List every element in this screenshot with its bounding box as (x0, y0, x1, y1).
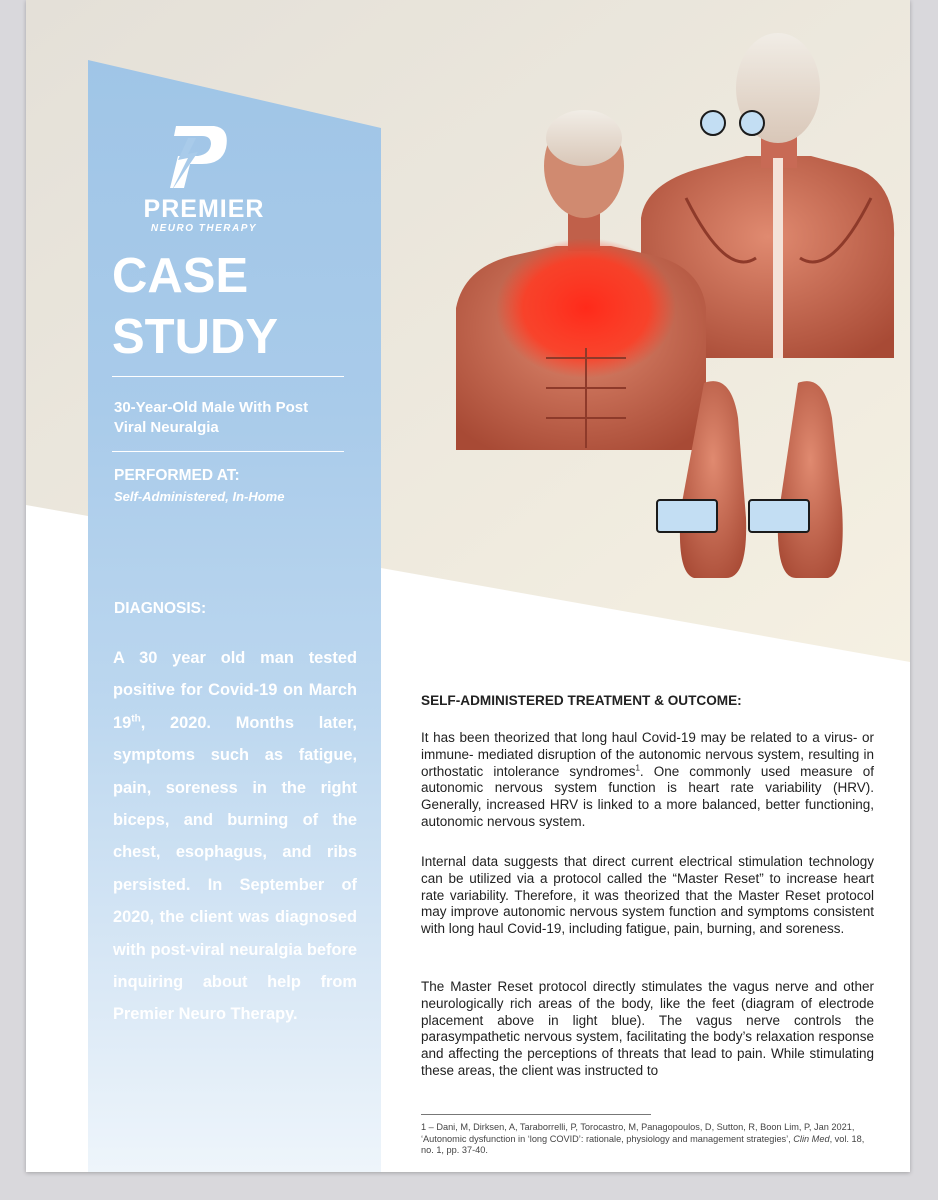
title-line-study: STUDY (112, 310, 279, 364)
brand-name: PREMIER (143, 195, 265, 223)
neck-electrode-left (700, 110, 726, 136)
foot-electrode-right (748, 499, 810, 533)
diagnosis-heading: DIAGNOSIS: (114, 600, 207, 617)
diagnosis-text: A 30 year old man tested positive for Covid-19 on March 19th, 2020. Months later, symptoms such as fatigue, pain, soreness in the right biceps, and burning of the chest, esophagus, and ribs persisted. In September of 2020, the client was diagnosed with post-viral neuralgia before inquiring about help from Premier Neuro Therapy. (113, 649, 357, 1024)
premier-logo-icon (154, 118, 234, 198)
treatment-paragraph-1: It has been theorized that long haul Covid-19 may be related to a virus- or immune- mediated disruption of the autonomic nervous system, resulting in orthostatic intolerance syndromes$^1$. One commonly used measure of autonomic nervous system function is heart rate variability (HRV). Generally, increased HRV is linked to a more balanced, better functioning, autonomic nervous system. (421, 730, 874, 829)
foot-electrode-left (656, 499, 718, 533)
title-line-case: CASE (112, 249, 249, 303)
case-subject: 30-Year-Old Male With Post Viral Neuralgia (114, 399, 309, 436)
neck-electrode-right (739, 110, 765, 136)
treatment-heading: SELF-ADMINISTERED TREATMENT & OUTCOME: (421, 693, 742, 708)
treatment-paragraph-3: The Master Reset protocol directly stimulates the vagus nerve and other neurologically rich areas of the body, like the feet (diagram of electrode placement above in light blue). The vagus nerve controls the parasympathetic nervous system, facilitating the body’s relaxation response and affecting the perceptions of threats that lead to pain. While stimulating these areas, the client was instructed to (421, 979, 874, 1078)
divider-rule (112, 451, 344, 452)
divider-rule (112, 376, 344, 377)
treatment-paragraph-2: Internal data suggests that direct current electrical stimulation technology can be utilized via a protocol called the “Master Reset” to increase heart rate variability. Therefore, it was theorized that the Master Reset protocol may improve autonomic nervous system function and symptoms consistent with long haul Covid-19, including fatigue, pain, burning, and soreness. (421, 854, 874, 937)
performed-label: PERFORMED AT: (114, 467, 240, 484)
footnote-rule (421, 1114, 651, 1115)
brand-subtitle: NEURO THERAPY (150, 223, 258, 234)
page-title (112, 246, 278, 368)
brand-block (114, 195, 294, 235)
feet-figure (680, 381, 843, 578)
footnote: 1 – Dani, M, Dirksen, A, Taraborrelli, P, Torocastro, M, Panagopoulos, D, Sutton, R, Boon Lim, P, Jan 2021, ‘Autonomic dysfunction in ‘long COVID’: rationale, physiology and management strategies’, Clin Med, vol. 18, no. 1, pp. 37-40. (421, 1122, 865, 1156)
performed-value: Self-Administered, In-Home (114, 489, 285, 504)
front-view-figure (456, 110, 706, 450)
document-page (26, 0, 910, 1172)
